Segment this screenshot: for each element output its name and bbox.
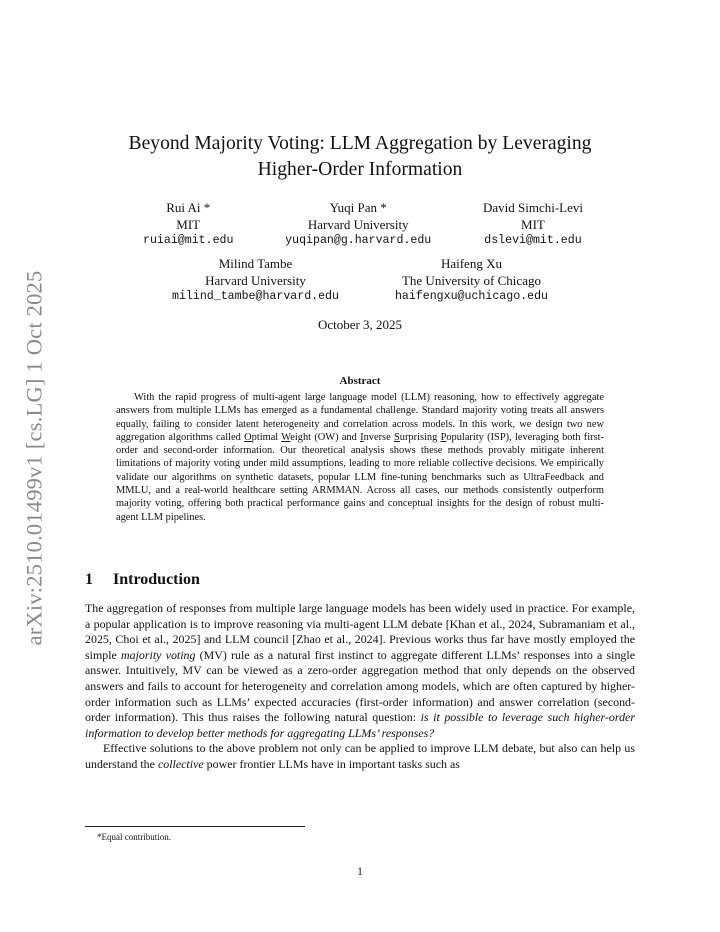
author-affiliation: MIT xyxy=(176,216,201,232)
author-email: ruiai@mit.edu xyxy=(143,234,234,247)
author-email: yuqipan@g.harvard.edu xyxy=(285,234,432,247)
paragraph: Effective solutions to the above problem not only can be applied to improve LLM debate, but also can help us understand the collective power frontier LLMs have in important tasks such as xyxy=(85,741,635,771)
author-block xyxy=(143,200,233,250)
author-affiliation: The University of Chicago xyxy=(401,272,541,288)
author-block xyxy=(285,200,431,250)
author-name: Haifeng Xu xyxy=(440,256,502,271)
section-heading xyxy=(85,571,200,589)
publication-date: October 3, 2025 xyxy=(317,317,403,332)
author-affiliation: Harvard University xyxy=(205,272,306,288)
author-name: Yuqi Pan * xyxy=(329,200,387,215)
footnote-rule xyxy=(85,826,305,827)
section-number: 1 xyxy=(85,571,93,588)
author-block xyxy=(395,256,548,306)
author-affiliation: Harvard University xyxy=(307,216,409,232)
author-name: Milind Tambe xyxy=(218,256,293,271)
abstract-text: With the rapid progress of multi-agent large language model (LLM) reasoning, how to effectively aggregate answers from multiple LLMs has emerged as a fundamental challenge. Standard majority voting treats all answers equally, failing to consider latent heterogeneity and correlation across models. In this work, we design two new aggregation algorithms called Optimal Weight (OW) and Inverse Surprising Popularity (ISP), leveraging both first-order and second-order information. Our theoretical analysis shows these methods provably mitigate inherent limitations of majority voting under mild assumptions, leading to more reliable collective decisions. We empirically validate our algorithms on synthetic datasets, popular LLM fine-tuning benchmarks such as UltraFeedback and MMLU, and a real-world healthcare setting ARMMAN. Across all cases, our methods consistently outperform majority voting, offering both practical performance gains and conceptual insights for the design of robust multi-agent LLM pipelines. xyxy=(116,392,605,523)
author-block xyxy=(483,200,583,250)
footnote: *Equal contribution. xyxy=(97,832,171,842)
author-name: Rui Ai * xyxy=(166,200,211,215)
author-email: milind_tambe@harvard.edu xyxy=(172,290,339,303)
abstract-heading: Abstract xyxy=(339,375,381,387)
title-line-2: Higher-Order Information xyxy=(257,159,463,180)
author-affiliation: MIT xyxy=(521,216,545,232)
introduction-body xyxy=(85,601,635,773)
section-title: Introduction xyxy=(113,571,200,588)
author-block xyxy=(172,256,339,306)
page-number: 1 xyxy=(357,866,363,878)
paper-title xyxy=(100,131,620,183)
author-email: haifengxu@uchicago.edu xyxy=(394,290,548,303)
authors-row-1 xyxy=(143,200,583,250)
title-line-1: Beyond Majority Voting: LLM Aggregation by Leveraging xyxy=(128,133,592,154)
author-name: David Simchi-Levi xyxy=(482,200,583,215)
arxiv-identifier: arXiv:2510.01499v1 [cs.LG] 1 Oct 2025 xyxy=(21,270,46,646)
paragraph: The aggregation of responses from multiple large language models has been widely used in practice. For example, a popular application is to improve reasoning via multi-agent LLM debate [Khan et al., 2024, Subramaniam et al., 2025, Choi et al., 2025] and LLM council [Zhao et al., 2024]. Previous works thus far have mostly employed the simple majority voting (MV) rule as a natural first instinct to aggregate different LLMs’ responses into a single answer. Intuitively, MV can be viewed as a zero-order aggregation method that only depends on the observed answers and fails to account for heterogeneity and correlation among models, which are often captured by higher-order information such as LLMs’ expected accuracies (first-order information) and answer correlation (second-order information). This thus raises the following natural question: is it possible to leverage such higher-order information to develop better methods for aggregating LLMs’ responses? xyxy=(85,601,635,740)
authors-row-2 xyxy=(172,256,548,306)
author-email: dslevi@mit.edu xyxy=(484,234,582,247)
